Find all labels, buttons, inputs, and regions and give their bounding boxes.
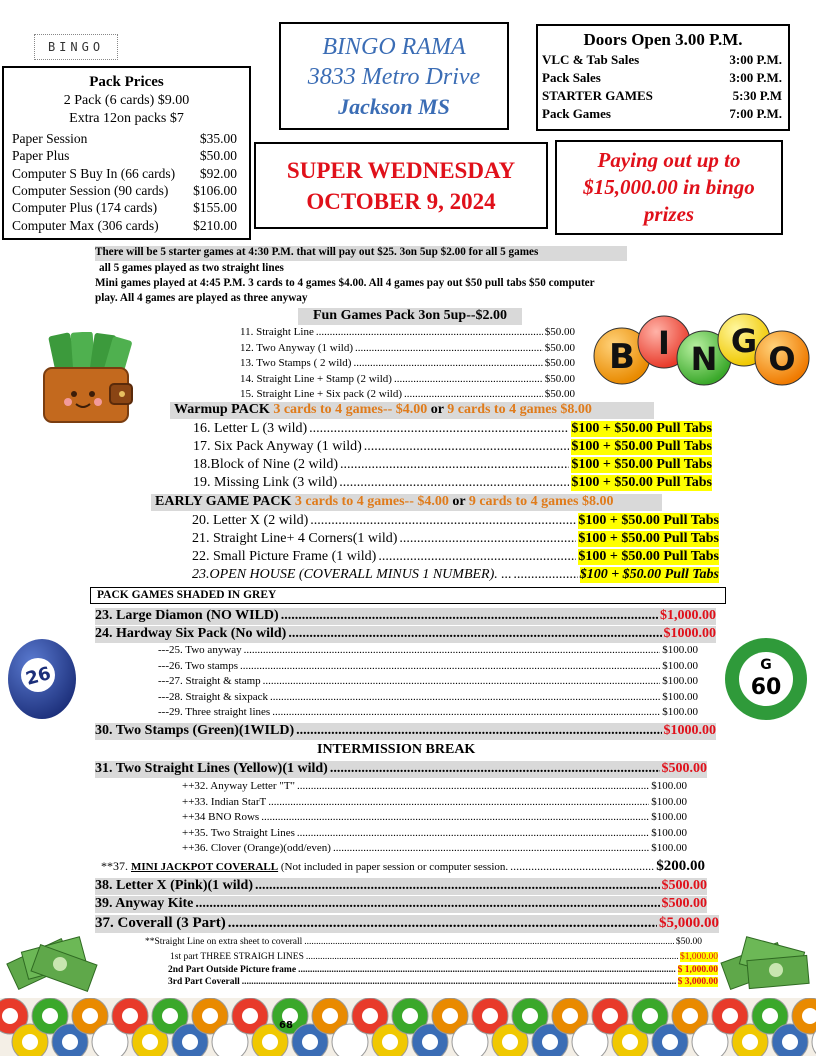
early-game-21	[192, 531, 719, 547]
sub-game-29	[158, 706, 698, 718]
game-23-row	[95, 608, 716, 625]
game-37-mini-note: (Not included in paper session or computer session.	[278, 861, 509, 873]
border-ball-face	[42, 1008, 58, 1024]
payout-line3: prizes	[643, 202, 695, 226]
pack-price-label: Computer Max (306 cards)	[12, 217, 159, 233]
border-ball-face	[262, 1034, 278, 1050]
sub-game-27-label: ---27. Straight & stamp	[158, 675, 261, 687]
sub-game-26-label: ---26. Two stamps	[158, 659, 238, 672]
bingo-letter-o: O	[768, 340, 796, 378]
warmup-header-b: 3 cards to 4 games-- $4.00	[273, 402, 431, 417]
doors-item-label: Pack Sales	[542, 70, 601, 85]
early-game-23-label: 23.OPEN HOUSE (COVERALL MINUS 1 NUMBER). ...	[192, 567, 512, 582]
doors-title: Doors Open 3.00 P.M.	[583, 30, 743, 49]
game-37-mini-row	[101, 858, 705, 875]
fun-game-13-label: 13. Two Stamps ( 2 wild)	[240, 357, 352, 369]
game-37-label: 37. Coverall (3 Part)	[95, 915, 226, 931]
bingo-letter-n: N	[690, 340, 718, 378]
coverall-part-2-prize: $ 1,000.00	[677, 965, 718, 975]
warmup-header-d: 9 cards to 4 games $8.00	[447, 402, 592, 417]
warmup-game-19-prize: $100 + $50.00 Pull Tabs	[571, 475, 712, 490]
coverall-part-1-label: 1st part THREE STRAIGH LINES	[170, 952, 304, 962]
pack-price-item	[12, 183, 237, 199]
border-ball-face	[562, 1008, 578, 1024]
border-ball-face	[622, 1034, 638, 1050]
sub-game-28	[158, 691, 698, 703]
border-ball-face	[442, 1008, 458, 1024]
early-game-22-label: 22. Small Picture Frame (1 wild)	[192, 549, 377, 564]
pack-price-label: Computer Session (90 cards)	[12, 182, 169, 198]
pack-price-item	[12, 166, 237, 182]
border-ball-face	[602, 1008, 618, 1024]
ball-g60-number: 60	[750, 675, 782, 700]
early-header-c: or	[452, 494, 469, 509]
payout-line1: Paying out up to	[597, 148, 741, 172]
border-ball-face	[102, 1034, 118, 1050]
sub-game-27	[158, 675, 698, 687]
fun-game-11-label: 11. Straight Line	[240, 326, 314, 338]
sub-game-25-label: ---25. Two anyway	[158, 644, 242, 656]
border-ball-face	[422, 1034, 438, 1050]
border-ball-face	[502, 1034, 518, 1050]
warmup-game-16-prize: $100 + $50.00 Pull Tabs	[571, 421, 712, 436]
border-ball-face	[142, 1034, 158, 1050]
game-30-prize: $1000.00	[663, 723, 716, 738]
early-header-d: 9 cards to 4 games $8.00	[468, 494, 614, 509]
warmup-game-17-label: 17. Six Pack Anyway (1 wild)	[193, 439, 362, 454]
game-31-label: 31. Two Straight Lines (Yellow)(1 wild)	[95, 761, 328, 776]
warmup-header-c: or	[430, 402, 448, 417]
wallet-icon	[40, 332, 140, 424]
fun-game-13-prize: $50.00	[544, 357, 575, 369]
border-ball-face	[302, 1034, 318, 1050]
border-ball-face	[342, 1034, 358, 1050]
starter-line1: There will be 5 starter games at 4:30 P.M. that will pay out $25. 3on 5up $2.00 for all 5 games	[95, 246, 627, 261]
sub-game-25-prize: $100.00	[662, 644, 698, 656]
border-ball-face	[22, 1034, 38, 1050]
pack-price-value: $155.00	[193, 200, 237, 216]
sub-game-32-label: ++32. Anyway Letter "T"	[182, 780, 296, 792]
border-ball-face	[542, 1034, 558, 1050]
sub-game-35-label: ++35. Two Straight Lines	[182, 826, 295, 839]
warmup-game-19-label: 19. Missing Link (3 wild)	[193, 475, 338, 490]
border-ball-face	[362, 1008, 378, 1024]
border-ball-face	[2, 1008, 18, 1024]
doors-item-label: VLC & Tab Sales	[542, 52, 640, 67]
coverall-part-0-label: **Straight Line on extra sheet to coverall	[145, 937, 303, 947]
border-ball-face	[482, 1008, 498, 1024]
coverall-part-3	[168, 977, 718, 987]
fun-game-15-label: 15. Straight Line + Six pack (2 wild)	[240, 388, 403, 400]
warmup-game-18	[193, 457, 712, 473]
early-header-b: 3 cards to 4 games-- $4.00	[294, 494, 453, 509]
game-30-label: 30. Two Stamps (Green)(1WILD)	[95, 723, 295, 738]
border-ball-face	[782, 1034, 798, 1050]
payout-box	[555, 140, 783, 235]
coverall-part-0-prize: $50.00	[675, 937, 702, 947]
pack-price-value: $210.00	[193, 217, 237, 233]
doors-box	[536, 24, 790, 131]
event-title: SUPER WEDNESDAY	[286, 158, 516, 183]
sub-game-28-prize: $100.00	[662, 690, 698, 703]
early-game-22	[192, 549, 719, 565]
border-ball-face	[582, 1034, 598, 1050]
game-37-row	[95, 915, 719, 933]
game-38-label: 38. Letter X (Pink)(1 wild)	[95, 878, 253, 893]
border-ball-face	[702, 1034, 718, 1050]
game-37-mini-label: MINI JACKPOT COVERALL	[131, 861, 279, 873]
border-ball-face	[62, 1034, 78, 1050]
doors-item-time: 3:00 P.M.	[729, 70, 782, 85]
fun-game-15	[240, 388, 575, 400]
event-box	[254, 142, 548, 229]
sub-game-25	[158, 644, 698, 656]
pack-price-value: $106.00	[193, 182, 237, 198]
fun-game-12-label: 12. Two Anyway (1 wild)	[240, 341, 353, 354]
logo: BINGO	[34, 34, 118, 60]
bottom-balls-border	[0, 998, 816, 1056]
doors-item	[542, 88, 782, 104]
pack-price-label: Computer Plus (174 cards)	[12, 200, 158, 216]
sub-game-35	[182, 827, 687, 839]
coverall-part-2-label: 2nd Part Outside Picture frame	[168, 965, 297, 975]
border-ball-face	[462, 1034, 478, 1050]
border-ball-face	[642, 1008, 658, 1024]
early-game-21-label: 21. Straight Line+ 4 Corners(1 wild)	[192, 531, 398, 546]
coverall-part-2	[168, 965, 718, 975]
border-ball-face	[762, 1008, 778, 1024]
sub-game-28-label: ---28. Straight & sixpack	[158, 690, 268, 703]
border-ball-face	[222, 1034, 238, 1050]
early-game-23-prize: $100 + $50.00 Pull Tabs	[579, 567, 719, 582]
pack-price-label: Computer S Buy In (66 cards)	[12, 165, 176, 181]
starter-line3: Mini games played at 4:45 P.M. 3 cards to 4 games $4.00. All 4 games pay out $50 pull tabs $50 computer	[95, 277, 595, 289]
fun-game-14	[240, 373, 575, 385]
bottom-ball-number: 68	[279, 1020, 293, 1031]
ball-g60-letter: G	[760, 657, 772, 673]
bingo-letter-g: G	[730, 322, 758, 360]
sub-game-32	[182, 780, 687, 792]
warmup-header	[170, 402, 654, 419]
fun-games-header: Fun Games Pack 3on 5up--$2.00	[298, 308, 522, 325]
pack-price-value: $35.00	[199, 131, 237, 146]
sub-game-27-prize: $100.00	[662, 675, 698, 687]
doors-item-time: 5:30 P.M	[732, 88, 782, 103]
starter-line2: all 5 games played as two straight lines	[99, 262, 284, 274]
early-game-22-prize: $100 + $50.00 Pull Tabs	[578, 549, 719, 564]
border-ball-face	[122, 1008, 138, 1024]
early-game-20	[192, 513, 719, 529]
border-ball-face	[202, 1008, 218, 1024]
fun-game-14-label: 14. Straight Line + Stamp (2 wild)	[240, 372, 392, 385]
game-39-label: 39. Anyway Kite	[95, 896, 194, 911]
warmup-game-16-label: 16. Letter L (3 wild)	[193, 421, 308, 436]
sub-game-26-prize: $100.00	[662, 659, 698, 672]
venue-name: BINGO RAMA	[322, 34, 466, 60]
warmup-game-16	[193, 421, 712, 437]
pack-price-item	[12, 148, 237, 164]
fun-game-12	[240, 342, 575, 354]
warmup-header-a: Warmup PACK	[174, 402, 274, 417]
coverall-part-3-prize: $ 3,000.00	[677, 977, 718, 987]
money-right-icon	[718, 928, 814, 998]
border-ball-face	[182, 1034, 198, 1050]
game-31-prize: $500.00	[661, 761, 707, 776]
border-ball-face	[402, 1008, 418, 1024]
fun-game-12-prize: $50.00	[544, 341, 575, 354]
early-game-21-prize: $100 + $50.00 Pull Tabs	[578, 531, 719, 546]
game-24-prize: $1000.00	[663, 626, 716, 641]
game-24-row	[95, 626, 716, 643]
border-ball-face	[242, 1008, 258, 1024]
game-30-row	[95, 723, 716, 740]
sub-game-36-label: ++36. Clover (Orange)(odd/even)	[182, 842, 331, 854]
game-39-row	[95, 896, 707, 913]
early-game-20-label: 20. Letter X (2 wild)	[192, 513, 309, 528]
sub-game-33-label: ++33. Indian StarT	[182, 795, 267, 808]
sub-game-34-label: ++34 BNO Rows	[182, 811, 260, 823]
coverall-part-3-label: 3rd Part Coverall	[168, 977, 240, 987]
game-23-label: 23. Large Diamon (NO WILD)	[95, 608, 279, 623]
pack-prices-title: Pack Prices	[89, 74, 164, 90]
sub-game-34	[182, 811, 687, 823]
sub-game-33	[182, 796, 687, 808]
venue-city: Jackson MS	[338, 94, 450, 119]
sub-game-36	[182, 842, 687, 854]
game-37-mini-prize: $200.00	[656, 858, 705, 874]
doors-item	[542, 70, 782, 86]
warmup-game-19	[193, 475, 712, 491]
warmup-game-17	[193, 439, 712, 455]
bingo-balls-graphic	[592, 312, 812, 392]
fun-game-13	[240, 357, 575, 369]
pack-price-value: $50.00	[199, 148, 237, 164]
payout-line2: $15,000.00 in bingo	[583, 175, 755, 199]
border-ball-face	[722, 1008, 738, 1024]
pack-prices-line1: 2 Pack (6 cards) $9.00	[63, 93, 190, 108]
border-ball-face	[662, 1034, 678, 1050]
coverall-part-0	[145, 937, 702, 947]
coverall-part-1-prize: $1,000.00	[680, 952, 718, 962]
coverall-part-1	[170, 952, 718, 962]
doors-item	[542, 106, 782, 122]
pack-games-header: PACK GAMES SHADED IN GREY	[90, 587, 726, 604]
ball-g60-icon	[722, 636, 810, 722]
border-ball-face	[742, 1034, 758, 1050]
pack-price-label: Paper Plus	[12, 148, 70, 164]
game-37-prize: $5,000.00	[659, 915, 719, 931]
ball-26-number: 26	[23, 663, 54, 690]
warmup-game-18-label: 18.Block of Nine (2 wild)	[193, 457, 339, 472]
doors-item-label: Pack Games	[542, 106, 611, 121]
pack-price-item	[12, 200, 237, 216]
sub-game-33-prize: $100.00	[651, 795, 687, 808]
game-37-mini-prefix: **37.	[101, 859, 131, 873]
sub-game-26	[158, 660, 698, 672]
game-23-prize: $1,000.00	[660, 608, 716, 623]
game-31-row	[95, 761, 707, 778]
game-38-prize: $500.00	[661, 878, 707, 893]
fun-game-11	[240, 326, 575, 338]
pack-price-item	[12, 131, 237, 147]
early-game-23	[192, 567, 719, 583]
bingo-letter-i: I	[658, 324, 670, 362]
venue-box	[279, 22, 509, 130]
border-ball-face	[682, 1008, 698, 1024]
warmup-game-18-prize: $100 + $50.00 Pull Tabs	[571, 457, 712, 472]
doors-item-time: 3:00 P.M.	[729, 52, 782, 67]
pack-price-value: $92.00	[199, 165, 237, 181]
sub-game-36-prize: $100.00	[651, 842, 687, 854]
border-ball-face	[322, 1008, 338, 1024]
early-header-a: EARLY GAME PACK	[155, 494, 295, 509]
border-ball-face	[522, 1008, 538, 1024]
early-header	[151, 494, 662, 511]
starter-line4: play. All 4 games are played as three anyway	[95, 292, 308, 304]
border-ball-face	[162, 1008, 178, 1024]
pack-price-label: Paper Session	[12, 131, 88, 146]
game-24-label: 24. Hardway Six Pack (No wild)	[95, 626, 287, 641]
ball-26-icon	[6, 637, 78, 723]
warmup-game-17-prize: $100 + $50.00 Pull Tabs	[571, 439, 712, 454]
doors-item-label: STARTER GAMES	[542, 88, 653, 103]
sub-game-32-prize: $100.00	[651, 780, 687, 792]
fun-game-15-prize: $50.00	[544, 388, 575, 400]
fun-game-14-prize: $50.00	[544, 372, 575, 385]
border-ball-face	[382, 1034, 398, 1050]
pack-prices-box	[2, 66, 251, 240]
venue-address: 3833 Metro Drive	[307, 64, 481, 90]
event-date: OCTOBER 9, 2024	[306, 189, 496, 214]
sub-game-35-prize: $100.00	[651, 826, 687, 839]
bingo-letter-b: B	[609, 337, 635, 377]
border-ball-face	[82, 1008, 98, 1024]
sub-game-34-prize: $100.00	[651, 811, 687, 823]
early-game-20-prize: $100 + $50.00 Pull Tabs	[578, 513, 719, 528]
doors-item	[542, 52, 782, 68]
game-38-row	[95, 878, 707, 895]
money-left-icon	[4, 930, 104, 1000]
sub-game-29-prize: $100.00	[662, 706, 698, 718]
intermission-label: INTERMISSION BREAK	[317, 742, 476, 757]
pack-price-item	[12, 218, 237, 234]
doors-item-time: 7:00 P.M.	[729, 106, 782, 121]
sub-game-29-label: ---29. Three straight lines	[158, 706, 271, 718]
pack-prices-line2: Extra 12on packs $7	[69, 111, 184, 126]
fun-game-11-prize: $50.00	[544, 326, 575, 338]
game-39-prize: $500.00	[661, 896, 707, 911]
